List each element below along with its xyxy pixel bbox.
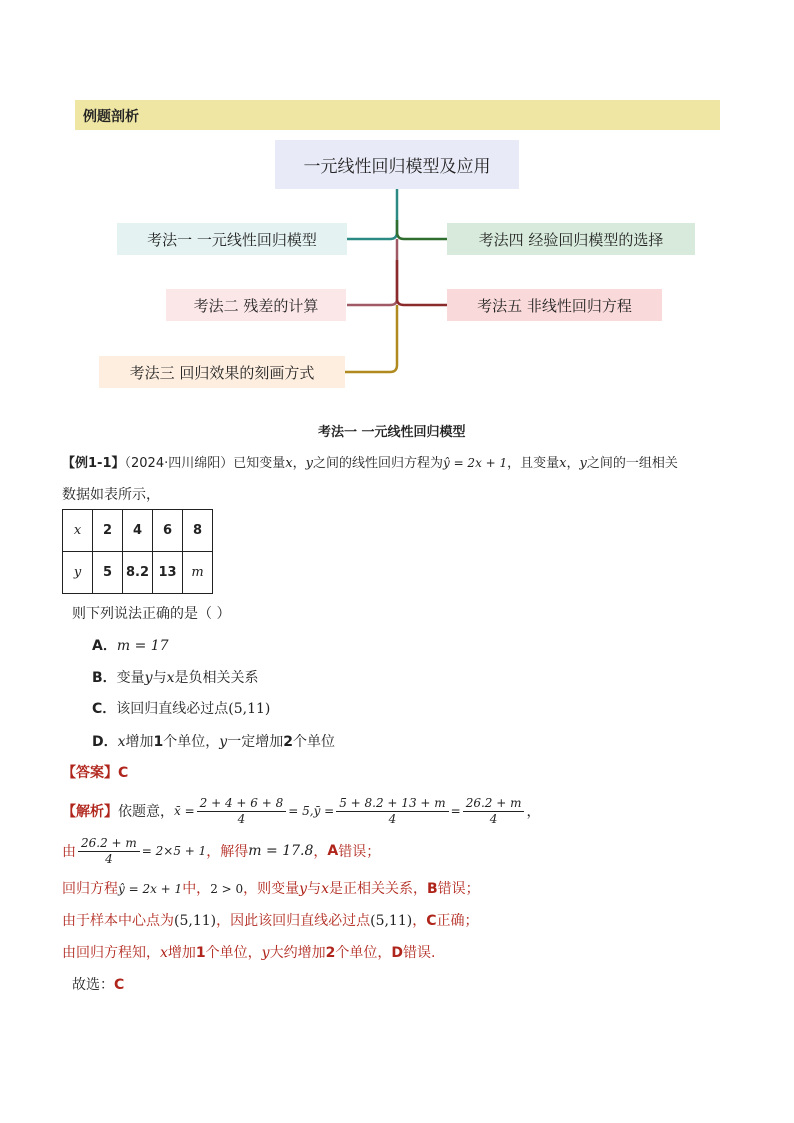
example-line-1: 【例1-1】（2024·四川绵阳）已知变量x，y之间的线性回归方程为ŷ = 2x + 1，且变量x，y之间的一组相关 [62, 456, 678, 471]
answer-value: C [118, 765, 129, 781]
connector-method-4 [397, 220, 447, 239]
mindmap-method-3: 考法三 回归效果的刻画方式 [99, 356, 345, 388]
example-line-2: 数据如表所示， [62, 487, 160, 503]
option-b: B．变量y与x是负相关关系 [92, 670, 259, 686]
question-text: 则下列说法正确的是（ ） [72, 606, 231, 622]
analysis-line-4: 由于样本中心点为(5,11)，因此该回归直线必过点(5,11)，C正确； [62, 913, 479, 929]
method-heading: 考法一 一元线性回归模型 [318, 425, 466, 440]
connector-method-3 [345, 305, 397, 372]
table-row: x 2 4 6 8 [63, 510, 213, 552]
mindmap-connectors [0, 0, 794, 400]
section-title: 例题剖析 [83, 109, 139, 125]
analysis-line-1: 【解析】 依题意， x̄ = $\frac{2 + 4 + 6 + 8}{4}$ = 5, ȳ = $\frac{5 + 8.2 + 13 + m}{4}$ = $\frac{26.2 + m}{4}$ ， [62, 795, 541, 826]
mindmap-method-2: 考法二 残差的计算 [166, 289, 346, 321]
mindmap-method-1: 考法一 一元线性回归模型 [117, 223, 347, 255]
analysis-line-2: 由 $\frac{26.2 + m}{4}$ = 2×5 + 1 ，解得 m = 17.8 ， A 错误； [62, 835, 381, 866]
example-source: （2024·四川绵阳） [124, 456, 234, 471]
table-row: y 5 8.2 13 m [63, 552, 213, 594]
option-c: C．该回归直线必过点(5,11) [92, 701, 271, 717]
analysis-label: 【解析】 [62, 804, 118, 820]
final-answer: 故选：C [72, 977, 125, 993]
fraction-x-mean: $\frac{2 + 4 + 6 + 8}{4}$ [197, 796, 287, 827]
mindmap-root: 一元线性回归模型及应用 [275, 140, 519, 189]
mindmap-method-5: 考法五 非线性回归方程 [447, 289, 662, 321]
answer [62, 762, 128, 782]
analysis-line-3: 回归方程ŷ = 2x + 1中，2 > 0，则变量y与x是正相关关系，B错误； [62, 881, 480, 897]
connector-method-5 [397, 260, 447, 305]
data-table [62, 509, 213, 594]
option-d: D．x增加1个单位，y一定增加2个单位 [92, 734, 335, 750]
analysis-line-5: 由回归方程知，x增加1个单位，y大约增加2个单位，D错误. [62, 945, 436, 961]
fraction-solve: $\frac{26.2 + m}{4}$ [78, 836, 140, 867]
connector-method-1 [347, 189, 397, 239]
option-a: A．m = 17 [92, 638, 169, 654]
answer-label: 【答案】 [62, 765, 118, 781]
regression-equation: ŷ = 2x + 1 [442, 456, 508, 470]
fraction-y-mean-simplified: $\frac{26.2 + m}{4}$ [463, 796, 525, 827]
fraction-y-mean: $\frac{5 + 8.2 + 13 + m}{4}$ [336, 796, 448, 827]
connector-method-2 [347, 239, 397, 305]
example-tag: 【例1-1】 [62, 456, 125, 471]
mindmap-method-4: 考法四 经验回归模型的选择 [447, 223, 695, 255]
